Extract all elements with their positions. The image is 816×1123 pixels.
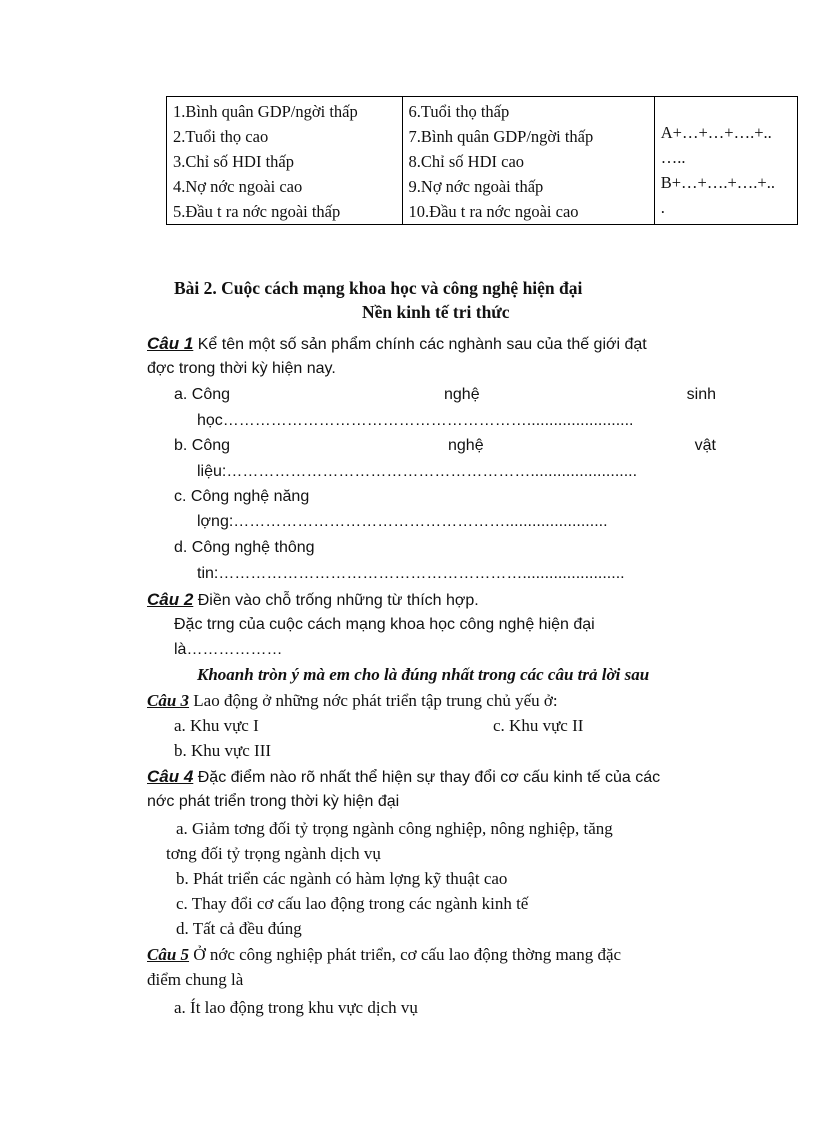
table-column-answer [654,97,797,225]
question-1 [147,331,647,357]
option-c: c. Khu vực II [493,716,584,735]
answer-d: d. Công nghệ thông [174,539,315,556]
table-cell: 3.Chỉ số HDI thấp [173,152,294,171]
question-label: Câu 1 [147,334,194,353]
answer-line [174,433,716,458]
question-text-cont: điểm chung là [147,970,244,989]
question-label: Câu 3 [147,691,190,710]
answer-b-word3: vật [694,437,716,454]
answer-line-b: B+…+….+….+.. [660,173,775,192]
question-3 [147,688,558,713]
option-a: a. Giảm tơng đối tỷ trọng ngành công nghiệp, nông nghiệp, tăng [176,819,613,838]
question-5 [147,942,621,967]
question-label: Câu 2 [147,590,194,609]
answer-blank: lợng:……………………………………………....................... [197,513,608,530]
question-text: Đặc điểm nào rõ nhất thể hiện sự thay đổi cơ cấu kinh tế của các [193,769,661,786]
comparison-table [166,96,798,225]
question-text-cont: nớc phát triển trong thời kỳ hiện đại [147,793,400,810]
answer-b-word1: b. Công [174,437,231,454]
answer-blank: tin:…………………………………………………....................... [197,565,625,582]
option-b: b. Khu vực III [174,741,272,760]
question-text: Ở nớc công nghiệp phát triển, cơ cấu lao động thờng mang đặc [189,945,622,964]
lesson-subtitle: Nền kinh tế tri thức [362,302,510,322]
answer-b-word2: nghệ [448,437,484,454]
question-text: Lao động ở những nớc phát triển tập trung chủ yếu ở: [189,691,558,710]
option-a-cont: tơng đối tỷ trọng ngành dịch vụ [166,844,381,863]
question-text: Kể tên một số sản phẩm chính các nghành sau của thế giới đạt [193,336,647,353]
question-label: Câu 4 [147,767,194,786]
answer-a-word3: sinh [686,386,716,403]
option-d: d. Tất cả đều đúng [176,919,302,938]
answer-a-word2: nghệ [444,386,480,403]
question-text: Điền vào chỗ trống những từ thích hợp. [193,592,479,609]
table-column-middle [402,97,654,225]
answer-line-a-cont: ….. [660,148,686,167]
table-cell: 1.Bình quân GDP/ngời thấp [173,102,358,121]
option-a: a. Khu vực I [174,716,259,735]
option-b: b. Phát triển các ngành có hàm lợng kỹ thuật cao [176,869,508,888]
fill-blank: là……………… [174,641,283,658]
table-cell: 7.Bình quân GDP/ngời thấp [408,127,594,146]
fill-line: Đặc trng của cuộc cách mạng khoa học công nghệ hiện đại [174,616,595,633]
instruction: Khoanh tròn ý mà em cho là đúng nhất trong các câu trả lời sau [197,665,650,684]
option-c: c. Thay đổi cơ cấu lao động trong các ngành kinh tế [176,894,529,913]
question-text-cont: đợc trong thời kỳ hiện nay. [147,360,336,377]
answer-blank: học…………………………………………………........................ [197,412,634,429]
question-2 [147,587,479,613]
answer-line-b-cont: . [660,198,665,217]
table-cell: 2.Tuổi thọ cao [173,127,269,146]
answer-c: c. Công nghệ năng [174,488,310,505]
table-column-left [167,97,403,225]
table-cell: 5.Đầu t ra nớc ngoài thấp [173,202,341,221]
lesson-title: Bài 2. Cuộc cách mạng khoa học và công nghệ hiện đại [174,278,583,298]
answer-line [174,382,716,407]
table-cell: 10.Đầu t ra nớc ngoài cao [408,202,579,221]
table-cell: 8.Chỉ số HDI cao [408,152,525,171]
table-cell: 6.Tuổi thọ thấp [408,102,510,121]
answer-a-word1: a. Công [174,386,231,403]
answer-blank: liệu:…………………………………………………........................ [197,463,638,480]
table-cell: 9.Nợ nớc ngoài thấp [408,177,544,196]
table-cell: 4.Nợ nớc ngoài cao [173,177,303,196]
question-4 [147,764,660,790]
option-a: a. Ít lao động trong khu vực dịch vụ [174,998,418,1017]
question-label: Câu 5 [147,945,190,964]
answer-line-a: A+…+…+….+.. [660,123,772,142]
